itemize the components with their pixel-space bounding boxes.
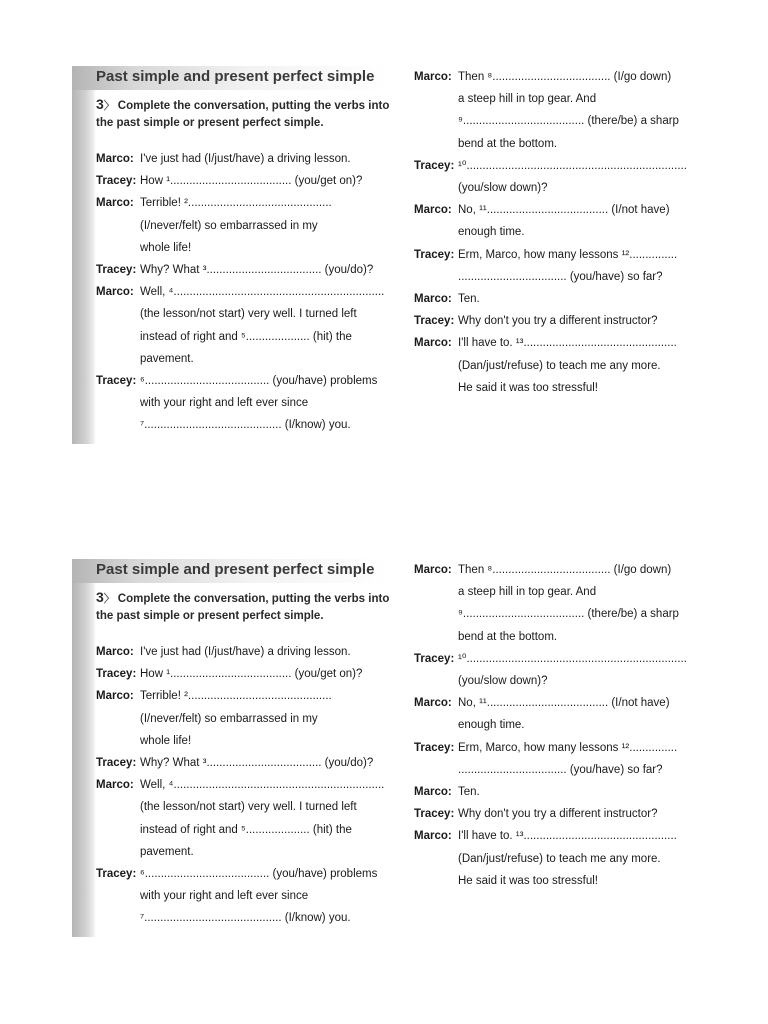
- dialogue-turn: [96, 752, 396, 774]
- dialogue-line: No, ¹¹...................................... (I/not have): [458, 697, 670, 710]
- speaker-name: Marco:: [96, 197, 134, 210]
- dialogue-line: ⁷........................................... (I/know) you.: [140, 419, 351, 432]
- speaker-name: Marco:: [414, 204, 452, 217]
- dialogue-right-column: [414, 66, 714, 399]
- dialogue-line: with your right and left ever since: [140, 397, 309, 410]
- dialogue-turn: [414, 781, 714, 803]
- dialogue-line: I've just had (I/just/have) a driving lesson.: [140, 646, 351, 658]
- chevron-right-icon: 〉: [103, 593, 115, 605]
- speaker-name: Tracey:: [96, 375, 137, 388]
- dialogue-line: (Dan/just/refuse) to teach me any more.: [458, 359, 661, 372]
- dialogue-line: He said it was too stressful!: [458, 874, 598, 887]
- speaker-name: Tracey:: [96, 868, 137, 881]
- speaker-name: Marco:: [96, 153, 134, 165]
- speaker-name: Tracey:: [96, 668, 137, 681]
- dialogue-line: instead of right and ⁵.................... (hit) the: [140, 330, 352, 343]
- dialogue-line: Then ⁸..................................... (I/go down): [458, 564, 672, 576]
- dialogue-line: Why? What ³.................................... (you/do)?: [140, 264, 374, 277]
- dialogue-line: Erm, Marco, how many lessons ¹²...............: [458, 248, 678, 261]
- worksheet-title: Past simple and present perfect simple: [96, 68, 375, 85]
- dialogue-line: ¹⁰.....................................................................: [458, 652, 687, 665]
- dialogue-line: bend at the bottom.: [458, 137, 558, 150]
- exercise-instruction: [96, 589, 396, 625]
- worksheet-bottom: [0, 559, 768, 959]
- dialogue-line: ¹⁰.....................................................................: [458, 159, 687, 172]
- dialogue-turn: [414, 244, 714, 288]
- dialogue-turn: [96, 170, 396, 192]
- dialogue-turn: [96, 774, 396, 863]
- dialogue-line: (the lesson/not start) very well. I turned left: [140, 801, 357, 814]
- dialogue-turn: [414, 803, 714, 825]
- dialogue-line: Why don't you try a different instructor?: [458, 808, 658, 821]
- dialogue-turn: [96, 148, 396, 170]
- dialogue-line: Ten.: [458, 293, 480, 306]
- dialogue-line: .................................. (you/have) so far?: [458, 763, 663, 776]
- dialogue-line: enough time.: [458, 719, 525, 732]
- worksheet-title: Past simple and present perfect simple: [96, 561, 375, 578]
- dialogue-line: Why don't you try a different instructor?: [458, 315, 658, 328]
- dialogue-left-column: [96, 148, 396, 437]
- dialogue-line: Terrible! ².............................................: [140, 690, 332, 703]
- dialogue-line: whole life!: [140, 734, 192, 747]
- exercise-number: 3: [96, 96, 104, 112]
- dialogue-line: enough time.: [458, 226, 525, 239]
- dialogue-left-column: [96, 641, 396, 930]
- dialogue-line: ⁹...................................... (there/be) a sharp: [458, 608, 679, 621]
- dialogue-turn: [414, 66, 714, 155]
- dialogue-turn: [96, 663, 396, 685]
- exercise-instruction: [96, 96, 396, 132]
- dialogue-line: instead of right and ⁵.................... (hit) the: [140, 823, 352, 836]
- dialogue-line: No, ¹¹...................................... (I/not have): [458, 204, 670, 217]
- speaker-name: Marco:: [414, 697, 452, 710]
- dialogue-line: ⁶....................................... (you/have) problems: [140, 868, 378, 881]
- dialogue-line: He said it was too stressful!: [458, 381, 598, 394]
- dialogue-line: Then ⁸..................................... (I/go down): [458, 71, 672, 83]
- speaker-name: Marco:: [414, 564, 452, 576]
- dialogue-line: How ¹...................................... (you/get on)?: [140, 175, 363, 188]
- speaker-name: Tracey:: [414, 159, 455, 172]
- chevron-right-icon: 〉: [103, 100, 115, 112]
- speaker-name: Tracey:: [414, 808, 455, 821]
- speaker-name: Tracey:: [96, 175, 137, 188]
- speaker-name: Marco:: [414, 293, 452, 306]
- dialogue-line: Terrible! ².............................................: [140, 197, 332, 210]
- dialogue-right-column: [414, 559, 714, 892]
- worksheet-top: [0, 66, 768, 466]
- speaker-name: Marco:: [96, 690, 134, 703]
- exercise-number: 3: [96, 589, 104, 605]
- speaker-name: Tracey:: [96, 757, 137, 770]
- page-edge-shadow: [72, 66, 96, 444]
- dialogue-line: with your right and left ever since: [140, 890, 309, 903]
- dialogue-line: (the lesson/not start) very well. I turned left: [140, 308, 357, 321]
- dialogue-line: a steep hill in top gear. And: [458, 93, 597, 106]
- dialogue-turn: [96, 259, 396, 281]
- dialogue-turn: [414, 692, 714, 736]
- dialogue-line: pavement.: [140, 845, 194, 858]
- dialogue-line: I've just had (I/just/have) a driving lesson.: [140, 153, 351, 165]
- dialogue-turn: [96, 281, 396, 370]
- speaker-name: Marco:: [96, 286, 134, 299]
- dialogue-turn: [414, 737, 714, 781]
- dialogue-turn: [96, 685, 396, 752]
- dialogue-line: (you/slow down)?: [458, 675, 548, 688]
- speaker-name: Marco:: [96, 646, 134, 658]
- speaker-name: Tracey:: [414, 315, 455, 328]
- speaker-name: Marco:: [414, 786, 452, 799]
- dialogue-line: Well, ⁴..................................................................: [140, 286, 385, 299]
- dialogue-turn: [414, 288, 714, 310]
- dialogue-line: How ¹...................................... (you/get on)?: [140, 668, 363, 681]
- instruction-text: Complete the conversation, putting the verbs into the past simple or present perfect simple.: [96, 593, 390, 622]
- page-edge-shadow: [72, 559, 96, 937]
- dialogue-line: Well, ⁴..................................................................: [140, 779, 385, 792]
- speaker-name: Marco:: [96, 779, 134, 792]
- speaker-name: Tracey:: [414, 741, 455, 754]
- dialogue-turn: [96, 863, 396, 930]
- dialogue-line: (you/slow down)?: [458, 182, 548, 195]
- dialogue-line: I'll have to. ¹³................................................: [458, 830, 677, 843]
- dialogue-line: ⁹...................................... (there/be) a sharp: [458, 115, 679, 128]
- dialogue-turn: [96, 370, 396, 437]
- dialogue-turn: [414, 648, 714, 692]
- dialogue-line: whole life!: [140, 241, 192, 254]
- speaker-name: Tracey:: [414, 652, 455, 665]
- dialogue-line: (Dan/just/refuse) to teach me any more.: [458, 852, 661, 865]
- dialogue-line: (I/never/felt) so embarrassed in my: [140, 219, 318, 232]
- dialogue-turn: [96, 192, 396, 259]
- speaker-name: Marco:: [414, 830, 452, 843]
- dialogue-line: bend at the bottom.: [458, 630, 558, 643]
- dialogue-turn: [414, 199, 714, 243]
- dialogue-line: Ten.: [458, 786, 480, 799]
- dialogue-line: ⁶....................................... (you/have) problems: [140, 375, 378, 388]
- dialogue-turn: [414, 155, 714, 199]
- dialogue-line: pavement.: [140, 352, 194, 365]
- speaker-name: Tracey:: [96, 264, 137, 277]
- dialogue-turn: [414, 310, 714, 332]
- dialogue-turn: [414, 825, 714, 892]
- dialogue-line: I'll have to. ¹³................................................: [458, 337, 677, 350]
- dialogue-line: ⁷........................................... (I/know) you.: [140, 912, 351, 925]
- speaker-name: Marco:: [414, 71, 452, 83]
- instruction-text: Complete the conversation, putting the verbs into the past simple or present perfect simple.: [96, 100, 390, 129]
- dialogue-line: Erm, Marco, how many lessons ¹²...............: [458, 741, 678, 754]
- dialogue-turn: [414, 559, 714, 648]
- dialogue-line: Why? What ³.................................... (you/do)?: [140, 757, 374, 770]
- dialogue-line: (I/never/felt) so embarrassed in my: [140, 712, 318, 725]
- speaker-name: Tracey:: [414, 248, 455, 261]
- dialogue-turn: [414, 332, 714, 399]
- speaker-name: Marco:: [414, 337, 452, 350]
- dialogue-line: a steep hill in top gear. And: [458, 586, 597, 599]
- dialogue-line: .................................. (you/have) so far?: [458, 270, 663, 283]
- dialogue-turn: [96, 641, 396, 663]
